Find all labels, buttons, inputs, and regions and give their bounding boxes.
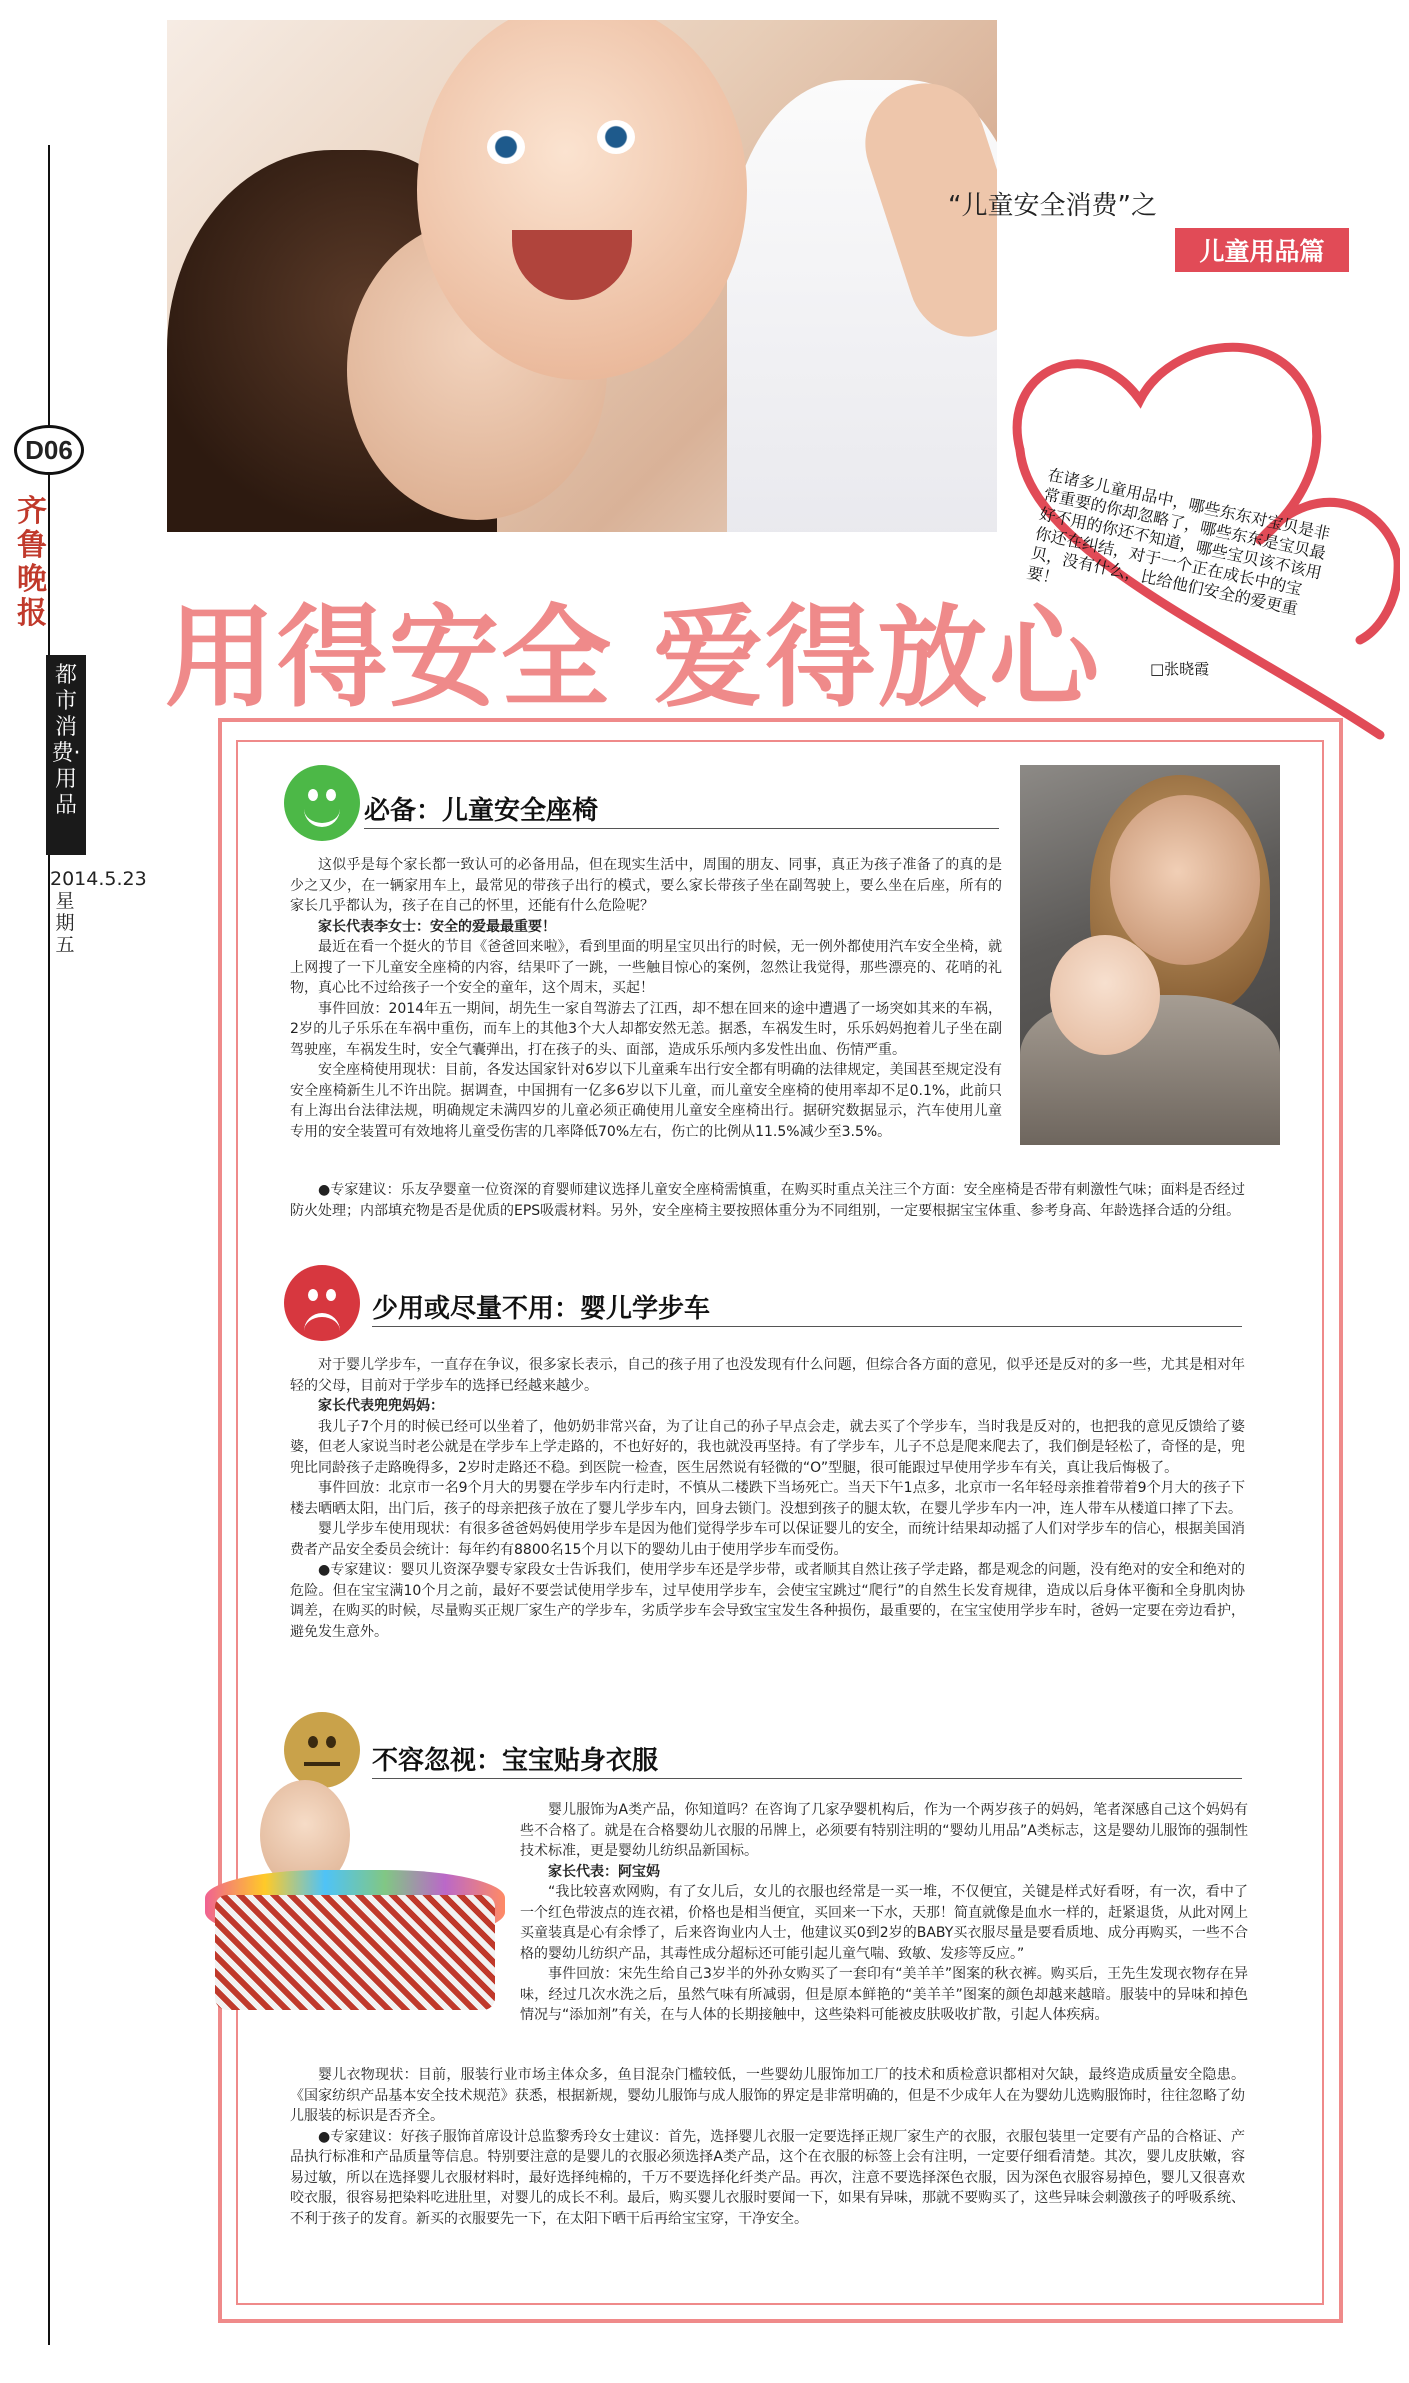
section-body-car-seat (290, 855, 1002, 1142)
section-body-baby-walker (290, 1355, 1245, 1642)
issue-date: 2014.5.23 星期五 (50, 868, 147, 956)
paragraph: 最近在看一个挺火的节目《爸爸回来啦》，看到里面的明星宝贝出行的时候，无一例外都使用汽车安全坐椅，就上网搜了一下儿童安全座椅的内容，结果吓了一跳，一些触目惊心的案例，忽然让我觉得，那些漂亮的、花哨的礼物，真心比不过给孩子一个安全的童年，这个周末，买起！ (290, 939, 1002, 996)
paragraph: 这似乎是每个家长都一致认可的必备用品，但在现实生活中，周围的朋友、同事，真正为孩子准备了的真的是少之又少，在一辆家用车上，最常见的带孩子出行的模式，要么家长带孩子坐在副驾驶上，要么坐在后座，所有的家长几乎都认为，孩子在自己的怀里，还能有什么危险呢？ (290, 857, 1002, 914)
paragraph: 事件回放：宋先生给自己3岁半的外孙女购买了一套印有“美羊羊”图案的秋衣裤。购买后，王先生发现衣物存在异味，经过几次水洗之后，虽然气味有所减弱，但是原本鲜艳的“美羊羊”图案的颜色却越来越暗。服装中的异味和掉色情况与“添加剂”有关，在与人体的长期接触中，这些染料可能被皮肤吸收扩散，引起人体疾病。 (520, 1966, 1248, 2023)
baby-clothes-basket-photo (205, 1775, 505, 2015)
car-seat-photo (1020, 765, 1280, 1145)
section-tag: 都市消费·用品 (46, 655, 86, 855)
paragraph: 事件回放：2014年五一期间，胡先生一家自驾游去了江西，却不想在回来的途中遭遇了一场突如其来的车祸，2岁的儿子乐乐在车祸中重伤，而车上的其他3个大人却都安然无恙。据悉，车祸发生时，乐乐妈妈抱着儿子坐在副驾驶座，车祸发生时，安全气囊弹出，打在孩子的头、面部，造成乐乐颅内多发性出血、伤情严重。 (290, 1000, 1002, 1058)
series-subtitle-badge: 儿童用品篇 (1175, 228, 1349, 272)
paragraph: 婴儿服饰为A类产品，你知道吗？在咨询了几家孕婴机构后，作为一个两岁孩子的妈妈，笔者深感自己这个妈妈有些不合格了。就是在合格婴幼儿衣服的吊牌上，必须要有特别注明的“婴幼儿用品”A类标志，这是婴幼儿服饰的强制性技术标准，更是婴幼儿纺织品新国标。 (520, 1802, 1248, 1859)
paragraph: 婴儿衣物现状：目前，服装行业市场主体众多，鱼目混杂门槛较低，一些婴幼儿服饰加工厂的技术和质检意识都相对欠缺，最终造成质量安全隐患。《国家纺织产品基本安全技术规范》获悉，根据新规，婴幼儿服饰与成人服饰的界定是非常明确的，但是不少成年人在为婴幼儿选购服饰时，往往忽略了幼儿服装的标识是否齐全。 (290, 2067, 1245, 2124)
masthead-logo: 齐鲁晚报 (17, 494, 47, 631)
paragraph: 安全座椅使用现状：目前，各发达国家针对6岁以下儿童乘车出行安全都有明确的法律规定，美国甚至规定没有安全座椅新生儿不许出院。据调查，中国拥有一亿多6岁以下儿童，而儿童安全座椅的使用率却不足0.1%，此前只有上海出台法律法规，明确规定未满四岁的儿童必须正确使用儿童安全座椅出行。据研究数据显示，汽车使用儿童专用的安全装置可有效地将儿童受伤害的几率降低70%左右，伤亡的比例从11.5%减少至3.5%。 (290, 1062, 1002, 1140)
paragraph: 事件回放：北京市一名9个月大的男婴在学步车内行走时，不慎从二楼跌下当场死亡。当天下午1点多，北京市一名年轻母亲推着带着9个月大的孩子下楼去晒晒太阳，出门后，孩子的母亲把孩子放在了婴儿学步车内，回身去锁门。没想到孩子的腿太软，在婴儿学步车内一冲，连人带车从楼道口摔了下去。 (290, 1480, 1245, 1517)
paragraph: 家长代表：阿宝妈 (548, 1863, 660, 1880)
paragraph: 对于婴儿学步车，一直存在争议，很多家长表示，自己的孩子用了也没发现有什么问题，但综合各方面的意见，似乎还是反对的多一些，尤其是相对年轻的父母，目前对于学步车的选择已经越来越少。 (290, 1357, 1245, 1394)
margin-rule (48, 145, 50, 2345)
byline: □张晓霞 (1150, 660, 1210, 678)
paragraph: “我比较喜欢网购，有了女儿后，女儿的衣服也经常是一买一堆，不仅便宜，关键是样式好看呀，有一次，看中了一个红色带波点的连衣裙，价格也是相当便宜，买回来一下水，天那！简直就像是血水一样的，赶紧退货，从此对网上买童装真是心有余悸了，后来咨询业内人士，他建议买0到2岁的BABY买衣服尽量是要看质地、成分再购买，一些不合格的婴幼儿纺织产品，其毒性成分超标还可能引起儿童气喘、致敏、发疹等反应。” (520, 1884, 1248, 1962)
section-title-car-seat: 必备：儿童安全座椅 (364, 796, 599, 826)
paragraph: 婴儿学步车使用现状：有很多爸爸妈妈使用学步车是因为他们觉得学步车可以保证婴儿的安全，而统计结果却动摇了人们对学步车的信心，根据美国消费者产品安全委员会统计：每年约有8800名15个月以下的婴幼儿由于使用学步车而受伤。 (290, 1521, 1245, 1558)
headline: 用得安全 爱得放心 (165, 594, 1102, 722)
section-title-baby-walker: 少用或尽量不用：婴儿学步车 (372, 1294, 711, 1324)
section-rule (372, 1326, 1242, 1327)
series-title: “儿童安全消费”之 (948, 191, 1157, 221)
paragraph: 我儿子7个月的时候已经可以坐着了，他奶奶非常兴奋，为了让自己的孙子早点会走，就去买了个学步车，当时我是反对的，也把我的意见反馈给了婆婆，但老人家说当时老公就是在学步车上学走路的，不也好好的，我也就没再坚持。有了学步车，儿子不总是爬来爬去了，我们倒是轻松了，奇怪的是，兜兜比同龄孩子走路晚得多，2岁时走路还不稳。到医院一检查，医生居然说有轻微的“O”型腿，很可能跟过早使用学步车有关，真让我后悔极了。 (290, 1418, 1245, 1476)
paragraph: 家长代表兜兜妈妈： (318, 1398, 444, 1414)
paragraph: 家长代表李女士：安全的爱最最重要！ (318, 918, 556, 935)
paragraph: ●专家建议：婴贝儿资深孕婴专家段女士告诉我们，使用学步车还是学步带，或者顺其自然让孩子学走路，都是观念的问题，没有绝对的安全和绝对的危险。但在宝宝满10个月之前，最好不要尝试使用学步车，过早使用学步车，会使宝宝跳过“爬行”的自然生长发育规律，造成以后身体平衡和全身肌肉协调差，在购买的时候，尽量购买正规厂家生产的学步车，劣质学步车会导致宝宝发生各种损伤，最重要的，在宝宝使用学步车时，爸妈一定要在旁边看护，避免发生意外。 (290, 1562, 1245, 1640)
section-body-baby-clothes (520, 1800, 1248, 2026)
section-rule (364, 828, 999, 829)
hero-photo-mother-baby (167, 20, 997, 532)
section-advice-car-seat (290, 1180, 1245, 1221)
page-number-badge: D06 (14, 425, 84, 475)
paragraph: ●专家建议：乐友孕婴童一位资深的育婴师建议选择儿童安全座椅需慎重，在购买时重点关注三个方面：安全座椅是否带有刺激性气味；面料是否经过防火处理；内部填充物是否是优质的EPS吸震材料。另外，安全座椅主要按照体重分为不同组别，一定要根据宝宝体重、参考身高、年龄选择合适的分组。 (290, 1182, 1245, 1219)
sad-face-icon (284, 1265, 360, 1341)
smiling-face-icon (284, 765, 360, 841)
section-body-baby-clothes-cont (290, 2065, 1245, 2229)
section-title-baby-clothes: 不容忽视：宝宝贴身衣服 (372, 1746, 659, 1776)
intro-text: 在诸多儿童用品中，哪些东东对宝贝是非常重要的你却忽略了，哪些东东是宝贝最好不用的你还不知道，哪些宝贝该不该用你还在纠结，对于一个正在成长中的宝贝，没有什么，比给他们安全的爱更重要！ (1025, 465, 1332, 619)
paragraph: ●专家建议：好孩子服饰首席设计总监黎秀玲女士建议：首先，选择婴儿衣服一定要选择正规厂家生产的衣服，衣服包装里一定要有产品的合格证、产品执行标准和产品质量等信息。特别要注意的是婴儿的衣服必须选择A类产品，这个在衣服的标签上会有注明，一定要仔细看清楚。其次，婴儿皮肤嫩，容易过敏，所以在选择婴儿衣服材料时，最好选择纯棉的，千万不要选择化纤类产品。再次，注意不要选择深色衣服，因为深色衣服容易掉色，婴儿又很喜欢咬衣服，很容易把染料吃进肚里，对婴儿的成长不利。最后，购买婴儿衣服时要闻一下，如果有异味，那就不要购买了，这些异味会刺激孩子的呼吸系统、不利于孩子的发育。新买的衣服要先一下，在太阳下晒干后再给宝宝穿，干净安全。 (290, 2128, 1245, 2227)
